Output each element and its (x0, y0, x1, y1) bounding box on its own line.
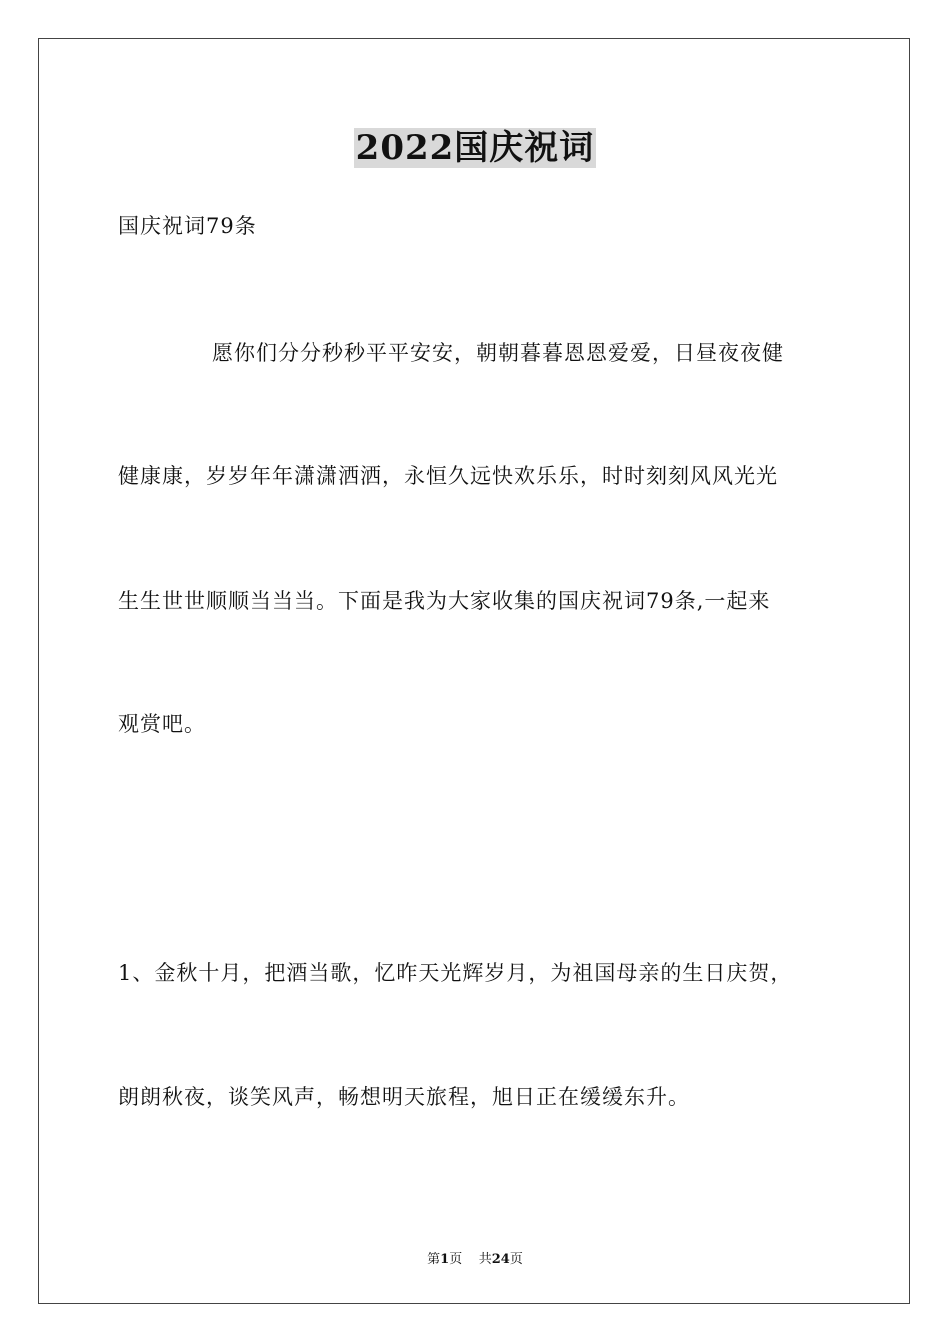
document-subtitle: 国庆祝词79条 (118, 214, 257, 238)
list-item-line: 朗朗秋夜，谈笑风声，畅想明天旅程，旭日正在缓缓东升。 (118, 1085, 690, 1109)
page-prefix: 第 (427, 1252, 441, 1267)
document-title-container (0, 126, 950, 170)
list-item-line: 1、金秋十月，把酒当歌，忆昨天光辉岁月，为祖国母亲的生日庆贺， (118, 961, 793, 985)
paragraph-line: 愿你们分分秒秒平平安安，朝朝暮暮恩恩爱爱，日昼夜夜健 (212, 341, 784, 365)
page-suffix: 页 (449, 1252, 463, 1267)
paragraph-line: 观赏吧。 (118, 712, 206, 736)
document-title: 2022国庆祝词 (355, 128, 595, 168)
total-pages: 24 (491, 1252, 510, 1267)
paragraph-line: 生生世世顺顺当当当。下面是我为大家收集的国庆祝词79条,一起来 (118, 589, 771, 613)
page-number: 1 (440, 1252, 450, 1267)
total-suffix: 页 (509, 1252, 523, 1267)
paragraph-line: 健康康，岁岁年年潇潇洒洒，永恒久远快欢乐乐，时时刻刻风风光光 (118, 464, 778, 488)
page-footer (0, 1248, 950, 1267)
total-prefix: 共 (478, 1252, 492, 1267)
